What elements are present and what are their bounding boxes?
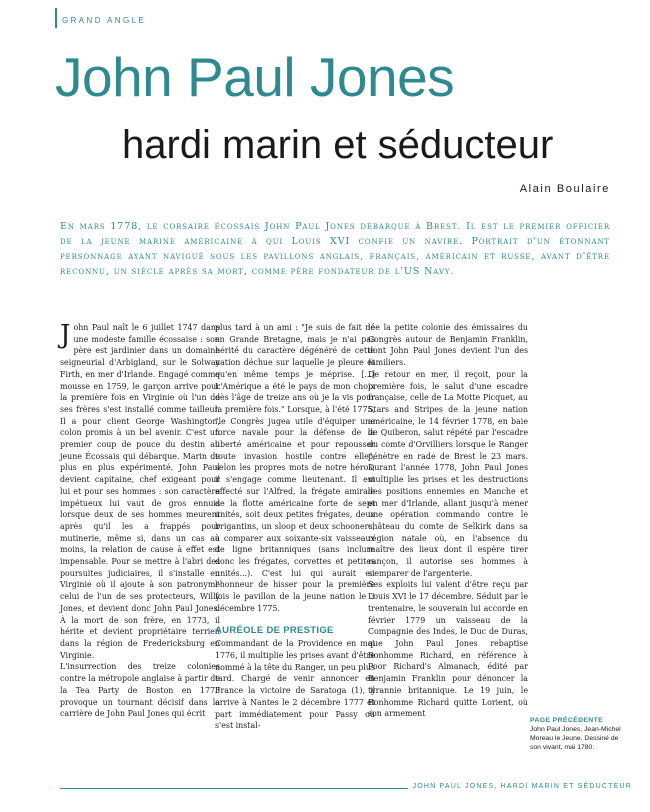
body-paragraph: Ses exploits lui valent d'être reçu par Louis XVI le 17 décembre. Séduit par le trentenaire, le souverain lui accorde en février 1779 un vaisseau de la Compagnie des Indes, le Duc de Duras, que John Paul Jones rebaptise Bonhomme Richard, en référence à Poor Richard's Almanach, édité par Benjamin Franklin pour dénoncer la tyrannie britannique. Le 19 juin, le Bonhomme Richard quitte Lorient, où son armement (368, 580, 528, 719)
body-column-1 (60, 322, 220, 720)
body-paragraph: Commandant de la Providence en mai 1776, il multiplie les prises avant d'être nommé à la tête du Ranger, un peu plus tard. Chargé de venir annoncer en France la victoire de Saratoga (1), il arrive à Nantes le 2 décembre 1777 et part immédiatement pour Passy où s'est instal- (215, 639, 375, 731)
footer-rule (60, 788, 408, 789)
body-column-3 (368, 322, 528, 720)
rubric-label: GRAND ANGLE (62, 16, 147, 25)
caption-label: PAGE PRÉCÉDENTE (530, 717, 604, 724)
body-paragraph: L'insurrection des treize colonies contre la métropole anglaise à partir de la Tea Party de Boston en 1773 provoque un tournant décisif dans la carrière de John Paul Jones qui écrit (60, 662, 220, 719)
image-caption (530, 716, 630, 752)
body-paragraph: ohn Paul naît le 6 juillet 1747 dans une modeste famille écossaise : son père est jardinier dans un domaine seigneurial d'Arbigland, sur le Solway Firth, en mer d'Irlande. Engagé comme mousse en 1759, le garçon arrive pour la première fois en Virginie où l'un de ses frères s'est installé comme tailleur. Il a pour client George Washington, colon promis à un bel avenir. C'est un premier coup de pouce du destin au jeune Écossais qui débarque. Marin de plus en plus expérimenté, John Paul devient capitaine, chef exigeant pour lui et pour ses hommes : son caractère impétueux lui vaut de gros ennuis lorsque deux de ses hommes meurent après qu'il les a frappés pour mutinerie, même si, dans un cas au moins, la relation de cause à effet est impensable. Pour se mettre à l'abri des poursuites judiciaires, il s'installe en Virginie où il ajoute à son patronyme celui de l'un de ses protecteurs, Willy Jones, et devient donc John Paul Jones. À la mort de son frère, en 1773, il hérite et devient propriétaire terrien dans la région de Fredericksburg en Virginie. (60, 323, 220, 660)
body-paragraph: plus tard à un ami : "Je suis de fait né en Grande Bretagne, mais je n'ai pas hérité du caractère dégénéré de cette nation déchue sur laquelle je pleure et qu'en même temps je méprise. [...] L'Amérique a été le pays de mon choix dès l'âge de treize ans où je la vis pour la première fois." Lorsque, à l'été 1775, "le Congrès jugea utile d'équiper une force navale pour la défense de la liberté américaine et pour repousser toute invasion hostile contre elle", selon les propres mots de notre héros, il s'engage comme lieutenant. Il est affecté sur l'Alfred, la frégate amirale de la flotte américaine forte de sept unités, soit deux petites frégates, deux brigantins, un sloop et deux schooners, à comparer aux soixante-six vaisseaux de ligne britanniques (sans inclure donc les frégates, corvettes et petites unités...). C'est lui qui aurait eu l'honneur de hisser pour la première fois le pavillon de la jeune nation le 3 décembre 1775. (215, 323, 375, 613)
rubric-rule (55, 8, 57, 28)
article-title: John Paul Jones (55, 46, 455, 108)
running-footer: JOHN PAUL JONES, HARDI MARIN ET SÉDUCTEUR (412, 783, 632, 790)
body-paragraph: De retour en mer, il reçoit, pour la première fois, le salut d'une escadre française, celle de La Motte Picquet, au Stars and Stripes de la jeune nation américaine, le 14 février 1778, en baie de Quiberon, salut répété par l'escadre du comte d'Orvilliers lorsque le Ranger pénètre en rade de Brest le 23 mars. Durant l'année 1778, John Paul Jones multiplie les prises et les destructions des positions ennemies en Manche et en mer d'Irlande, allant jusqu'à mener une opération commando contre le château du comte de Selkirk dans sa région natale où, en l'absence du maître des lieux dont il espère tirer rançon, il autorise ses hommes à s'emparer de l'argenterie. (368, 369, 528, 578)
article-author: Alain Boulaire (519, 183, 610, 195)
article-lead: En mars 1778, le corsaire écossais John Paul Jones débarque à Brest. Il est le premier officier de la jeune marine américaine à qui Louis XVI confie un navire. Portrait d'un étonnant personnage ayant navigué sous les pavillons anglais, français, américain et russe, avant d'être reconnu, un siècle après sa mort, comme père fondateur de l'US Navy. (60, 221, 610, 277)
caption-text: John Paul Jones, Jean-Michel Moreau le Jeune. Dessiné de son vivant, mai 1780. (530, 726, 621, 751)
article-subtitle: hardi marin et séducteur (122, 123, 554, 167)
section-heading: AURÉOLE DE PRESTIGE (215, 624, 334, 636)
body-paragraph: lée la petite colonie des émissaires du Congrès autour de Benjamin Franklin, dont John Paul Jones devient l'un des familiers. (368, 323, 528, 368)
drop-cap: J (60, 320, 71, 350)
body-column-2 (215, 322, 375, 732)
